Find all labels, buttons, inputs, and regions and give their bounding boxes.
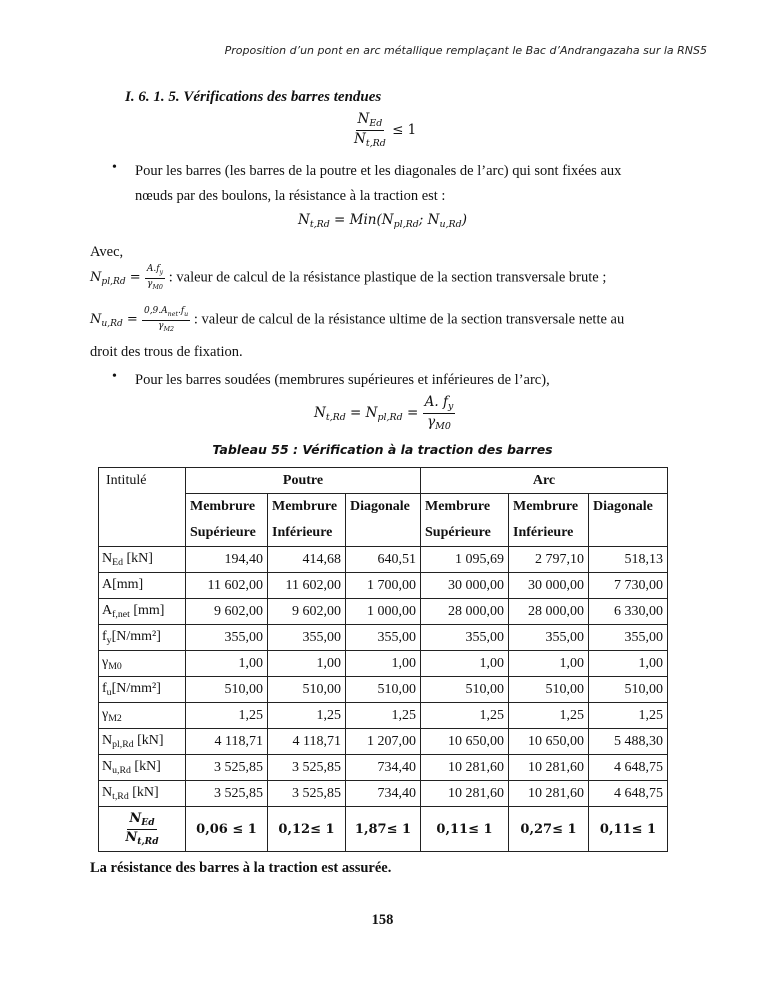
row-label: $N_{t,Rd}$ [kN] — [99, 781, 186, 807]
table-cell: 28 000,00 — [421, 599, 509, 625]
table-cell: 10 281,60 — [421, 755, 509, 781]
table-row — [99, 573, 668, 599]
table-row — [99, 781, 668, 807]
table-cell: 510,00 — [268, 677, 346, 703]
row-label: A[mm] — [99, 573, 186, 599]
table-cell: 1,00 — [589, 651, 668, 677]
table-cell: 10 281,60 — [509, 781, 589, 807]
subheader-line2: Supérieure — [425, 525, 491, 540]
bullet-dot: • — [112, 369, 117, 384]
table-cell: 11 602,00 — [268, 573, 346, 599]
row-label: $\gamma_{M2}$ — [99, 703, 186, 729]
table-cell: 2 797,10 — [509, 547, 589, 573]
table-cell: 1,00 — [268, 651, 346, 677]
table-cell: 30 000,00 — [509, 573, 589, 599]
ratio-cell: 0,27≤ 1 — [509, 807, 589, 852]
table-cell: 510,00 — [509, 677, 589, 703]
table-cell: 1,25 — [589, 703, 668, 729]
eq1-den: N — [354, 130, 366, 147]
table-cell: 4 648,75 — [589, 781, 668, 807]
table-cell: 355,00 — [509, 625, 589, 651]
ratio-cell: 1,87≤ 1 — [346, 807, 421, 852]
subheader-line1: Diagonale — [593, 499, 653, 514]
conclusion: La résistance des barres à la traction est assurée. — [90, 860, 392, 876]
eq1-relation: ≤ 1 — [392, 121, 417, 138]
table-cell: 10 650,00 — [509, 729, 589, 755]
table-row — [99, 703, 668, 729]
row-label: $N_{pl,Rd}$ [kN] — [99, 729, 186, 755]
table-cell: 1,00 — [509, 651, 589, 677]
ratio-cell: 0,12≤ 1 — [268, 807, 346, 852]
subheader-line2 — [593, 520, 663, 546]
table-cell: 1,25 — [509, 703, 589, 729]
table-cell: 5 488,30 — [589, 729, 668, 755]
table-cell: 1,25 — [268, 703, 346, 729]
page-number: 158 — [371, 912, 394, 928]
subheader-line2: Inférieure — [513, 525, 574, 540]
ratio-row — [99, 807, 668, 852]
equation-ratio — [352, 112, 416, 149]
table-cell: 1 095,69 — [421, 547, 509, 573]
table-row — [99, 755, 668, 781]
table-row — [99, 599, 668, 625]
welded-fraction: $\frac{A. f_y}{\gamma_{M0}}$ — [424, 394, 454, 432]
ratio-cell: 0,11≤ 1 — [589, 807, 668, 852]
table-cell: 3 525,85 — [268, 755, 346, 781]
bullet1-line2: nœuds par des boulons, la résistance à la traction est : — [135, 188, 446, 204]
table-cell: 4 118,71 — [186, 729, 268, 755]
table-cell: 355,00 — [589, 625, 668, 651]
table-cell: 734,40 — [346, 755, 421, 781]
table-cell: 1,00 — [346, 651, 421, 677]
subheader-cell — [186, 494, 268, 547]
table-cell: 4 648,75 — [589, 755, 668, 781]
row-label: $N_{Ed}$ [kN] — [99, 547, 186, 573]
ratio-label-fraction: $\frac{N_{Ed}}{N_{t,Rd}}$ — [125, 810, 159, 847]
eq1-num-sub: Ed — [369, 118, 383, 129]
subheader-line1: Membrure — [513, 499, 579, 514]
table-cell: 414,68 — [268, 547, 346, 573]
table-cell: 510,00 — [589, 677, 668, 703]
table-row — [99, 651, 668, 677]
ratio-label — [99, 807, 186, 852]
table-cell: 1,25 — [346, 703, 421, 729]
table-cell: 640,51 — [346, 547, 421, 573]
ratio-fraction — [352, 112, 388, 149]
row-label: $f_u[N/mm^2]$ — [99, 677, 186, 703]
table-cell: 518,13 — [589, 547, 668, 573]
table-cell: 1,25 — [186, 703, 268, 729]
subheader-line1: Membrure — [272, 499, 338, 514]
equation-welded: $N_{t,Rd} = N_{pl,Rd}$ = $\frac{A. f_y}{\gamma_{M0}}$ — [314, 394, 454, 432]
table-row — [99, 547, 668, 573]
table-caption: Tableau 55 : Vérification à la traction des barres — [212, 442, 553, 457]
table-group-row — [99, 468, 668, 494]
equation-min: $N_{t,Rd} = Min(N_{pl,Rd}$; $N_{u,Rd}$) — [298, 212, 467, 230]
table-cell: 1,00 — [186, 651, 268, 677]
npl-definition: $N_{pl,Rd}$ = $\frac{A.f_y}{\gamma_{M0}}$ : valeur de calcul de la résistance plastique de la section transversale brute ; — [90, 264, 607, 291]
table-cell: 9 602,00 — [186, 599, 268, 625]
subheader-cell — [346, 494, 421, 547]
eq1-num: N — [357, 111, 370, 127]
subheader-cell — [509, 494, 589, 547]
table-cell: 355,00 — [186, 625, 268, 651]
bullet1-line1: Pour les barres (les barres de la poutre et les diagonales de l’arc) qui sont fixées aux — [135, 163, 622, 179]
table-cell: 355,00 — [268, 625, 346, 651]
subheader-cell — [421, 494, 509, 547]
nu-definition: $N_{u,Rd}$ = $\frac{0,9.A_{net}.f_u}{\gamma_{M2}}$ : valeur de calcul de la résistance ultime de la section transversale nette au — [90, 306, 625, 333]
ratio-cell: 0,11≤ 1 — [421, 807, 509, 852]
table-cell: 7 730,00 — [589, 573, 668, 599]
nu-fraction: $\frac{0,9.A_{net}.f_u}{\gamma_{M2}}$ — [143, 306, 189, 333]
table-cell: 10 281,60 — [509, 755, 589, 781]
table-cell: 510,00 — [421, 677, 509, 703]
intitule-header: Intitulé — [99, 468, 186, 547]
table-cell: 510,00 — [186, 677, 268, 703]
subheader-cell — [589, 494, 668, 547]
table-row — [99, 625, 668, 651]
subheader-line1: Membrure — [190, 499, 256, 514]
subheader-line2: Supérieure — [190, 525, 256, 540]
table-cell: 355,00 — [346, 625, 421, 651]
table-cell: 30 000,00 — [421, 573, 509, 599]
npl-fraction: $\frac{A.f_y}{\gamma_{M0}}$ — [146, 264, 164, 291]
table-cell: 734,40 — [346, 781, 421, 807]
bullet-dot: • — [112, 160, 117, 175]
eq1-den-sub: t,Rd — [365, 137, 386, 149]
table-cell: 10 650,00 — [421, 729, 509, 755]
nu-continuation: droit des trous de fixation. — [90, 344, 243, 360]
table-cell: 6 330,00 — [589, 599, 668, 625]
table-cell: 3 525,85 — [186, 755, 268, 781]
group-arc: Arc — [421, 468, 668, 494]
table-row — [99, 729, 668, 755]
row-label: $\gamma_{M0}$ — [99, 651, 186, 677]
group-poutre: Poutre — [186, 468, 421, 494]
row-label: $N_{u,Rd}$ [kN] — [99, 755, 186, 781]
table-cell: 194,40 — [186, 547, 268, 573]
subheader-cell — [268, 494, 346, 547]
table-cell: 28 000,00 — [509, 599, 589, 625]
table-cell: 1 000,00 — [346, 599, 421, 625]
table-cell: 11 602,00 — [186, 573, 268, 599]
subheader-line1: Membrure — [425, 499, 491, 514]
table-cell: 1,25 — [421, 703, 509, 729]
section-title: I. 6. 1. 5. Vérifications des barres tendues — [125, 89, 382, 105]
table-cell: 1 207,00 — [346, 729, 421, 755]
running-header: Proposition d’un pont en arc métallique remplaçant le Bac d’Andrangazaha sur la RNS5 — [224, 44, 707, 57]
row-label: $f_y[N/mm^2]$ — [99, 625, 186, 651]
table-cell: 355,00 — [421, 625, 509, 651]
avec-text: Avec, — [90, 244, 124, 260]
table-cell: 9 602,00 — [268, 599, 346, 625]
table-row — [99, 677, 668, 703]
table-cell: 3 525,85 — [268, 781, 346, 807]
bullet2-text: Pour les barres soudées (membrures supérieures et inférieures de l’arc), — [135, 372, 550, 388]
table-cell: 1,00 — [421, 651, 509, 677]
table-cell: 10 281,60 — [421, 781, 509, 807]
table-cell: 1 700,00 — [346, 573, 421, 599]
table-cell: 3 525,85 — [186, 781, 268, 807]
ratio-cell: 0,06 ≤ 1 — [186, 807, 268, 852]
table-cell: 510,00 — [346, 677, 421, 703]
verification-table — [98, 467, 668, 852]
subheader-line2 — [350, 520, 416, 546]
subheader-line2: Inférieure — [272, 525, 333, 540]
subheader-line1: Diagonale — [350, 499, 410, 514]
row-label: $A_{f,net}$ [mm] — [99, 599, 186, 625]
table-cell: 4 118,71 — [268, 729, 346, 755]
